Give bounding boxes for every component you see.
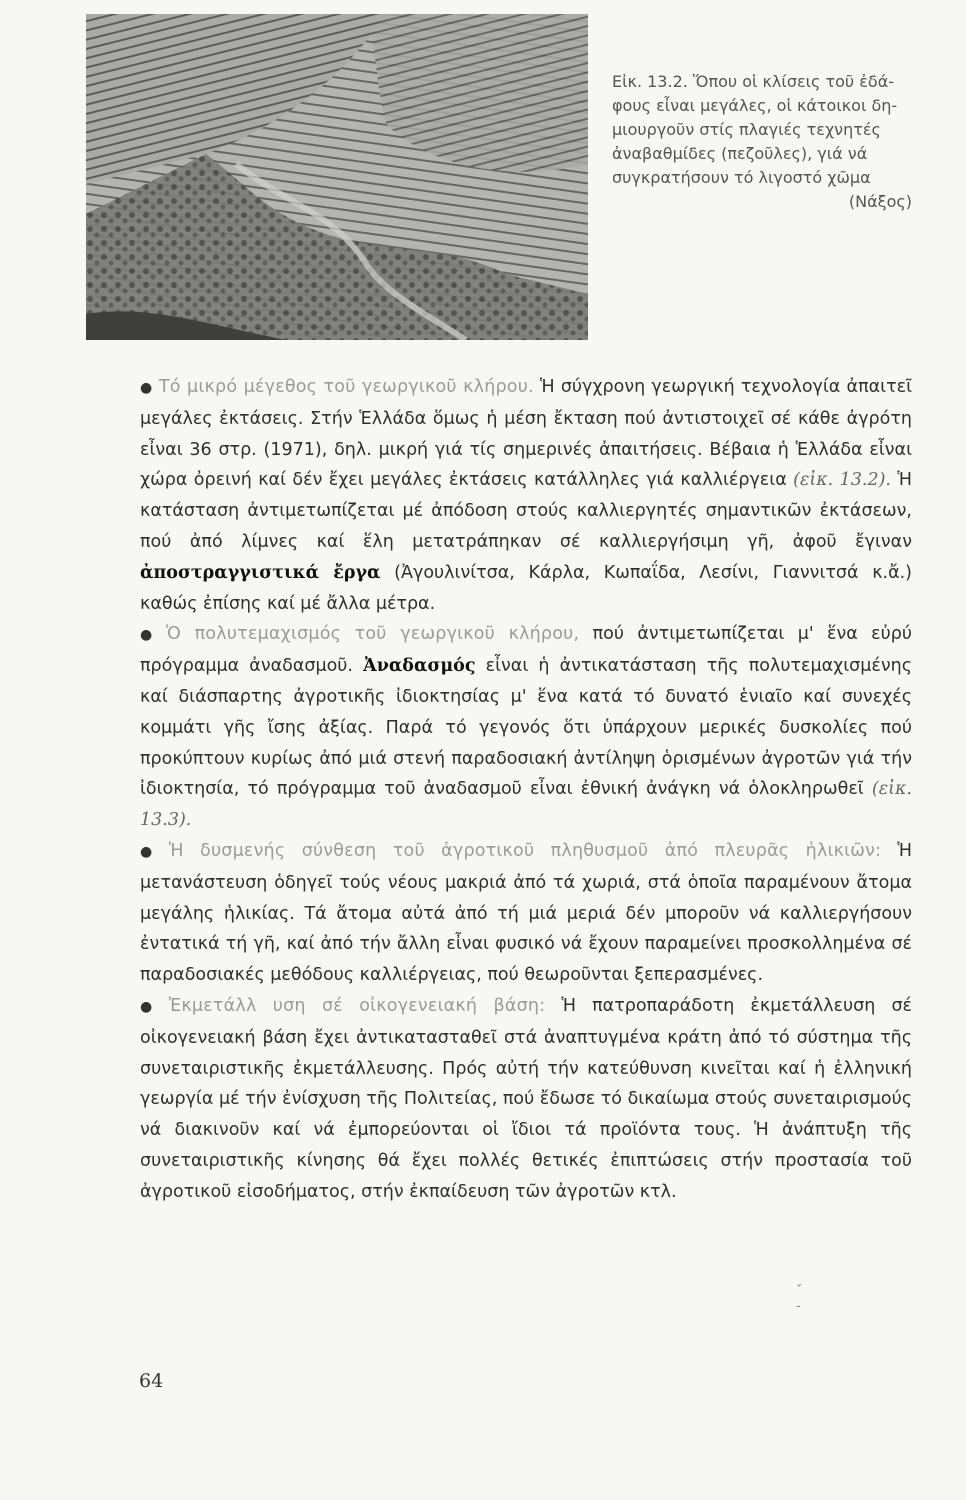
main-text	[140, 372, 912, 1208]
bold-term: ἀποστραγγιστικά ἔργα	[140, 562, 381, 583]
paragraph-fragmentation	[140, 619, 912, 836]
paragraph-heading: Ἐκμετάλλ υση σέ οἰκογενειακή βάση:	[168, 995, 546, 1016]
terraced-hillside-photo	[86, 14, 588, 340]
paragraph-age-composition	[140, 836, 912, 991]
paragraph-text: πού ἀντιμετωπίζεται μ' ἕνα εὐρύ πρόγραμμα ἀναδασμοῦ.	[140, 624, 912, 677]
bullet-icon: ●	[140, 380, 153, 396]
bullet-icon: ●	[140, 627, 161, 644]
paragraph-family-farming	[140, 991, 912, 1208]
paragraph-heading: Ὁ πολυτεμαχισμός τοῦ γεωργικοῦ κλήρου,	[166, 624, 580, 645]
paragraph-text: Ἡ πατροπαράδοτη ἐκμετάλλευση σέ οἰκογενειακή βάση ἔχει ἀντικατασταθεῖ στά ἀναπτυγμένα κράτη ἀπό τό σύστημα τῆς συνεταιριστικῆς ἐκμετάλλευσης. Πρός αὐτή τήν κατεύθυνση κινεῖται καί ἡ ἑλληνική γεωργία μέ τήν ἐνίσχυση τῆς Πολιτείας, πού ἔδωσε τό δικαίωμα στούς συνεταιρισμούς νά διακινοῦν καί νά ἐμπορεύονται οἱ ἴδιοι τά προϊόντα τους. Ἡ ἀνάπτυξη τῆς συνεταιριστικῆς κίνησης θά ἔχει πολλές θετικές ἐπιπτώσεις στήν προστασία τοῦ ἀγροτικοῦ εἰσοδήματος, στήν ἐκπαίδευση τῶν ἀγροτῶν κτλ.	[140, 995, 912, 1202]
caption-line: Εἰκ. 13.2. Ὅπου οἱ κλίσεις τοῦ ἐδά-	[612, 72, 895, 91]
page-number: 64	[139, 1370, 164, 1392]
paragraph-heading: Ἡ δυσμενής σύνθεση τοῦ ἀγροτικοῦ πληθυσμοῦ ἀπό πλευρᾶς ἡλικιῶν:	[168, 840, 882, 861]
paragraph-text: Ἡ κατάσταση ἀντιμετωπίζεται μέ ἀπόδοση στούς καλλιεργητές σημαντικῶν ἐκτάσεων, πού ἀπό λίμνες καί ἕλη μετατράπηκαν σέ καλλιεργήσιμη γῆ, ἀφοῦ ἔγιναν	[140, 470, 913, 552]
figure-reference: (εἰκ. 13.2).	[793, 470, 891, 491]
scan-mark: ˇ -	[796, 1284, 803, 1314]
bold-term: Ἀναδασμός	[363, 656, 476, 677]
paragraph-text: Ἡ σύγχρονη γεωργική τεχνολογία ἀπαιτεῖ μεγάλες ἐκτάσεις. Στήν Ἑλλάδα ὅμως ἡ μέση ἔκταση πού ἀντιστοιχεῖ σέ κάθε ἀγρότη εἶναι 36 στρ. (1971), δηλ. μικρή γιά τίς σημερινές ἀπαιτήσεις. Βέβαια ἡ Ἑλλάδα εἶναι χώρα ὀρεινή καί δέν ἔχει μεγάλες ἐκτάσεις κατάλληλες γιά καλλιέργεια	[140, 377, 912, 491]
caption-line: μιουργοῦν στίς πλαγιές τεχνητές	[612, 120, 881, 139]
caption-source: (Νάξος)	[848, 192, 912, 211]
figure-reference: (εἰκ. 13.3).	[140, 779, 912, 831]
paragraph-text: Ἡ μετανάστευση ὁδηγεῖ τούς νέους μακριά ἀπό τά χωριά, στά ὁποῖα παραμένουν ἄτομα μεγάλης ἡλικίας. Τά ἄτομα αὐτά ἀπό τή μιά μεριά δέν μποροῦν νά καλλιεργήσουν ἐντατικά τή γῆ, καί ἀπό τήν ἄλλη εἶναι φυσικό νά ἔχουν παραμείνει προσκολλημένα σέ παραδοσιακές μεθόδους καλλιέργειας, πού θεωροῦνται ξεπερασμένες.	[140, 840, 913, 986]
paragraph-heading: Τό μικρό μέγεθος τοῦ γεωργικοῦ κλήρου.	[158, 377, 534, 397]
caption-line: συγκρατήσουν τό λιγοστό χῶμα	[612, 168, 871, 187]
bullet-icon: ●	[140, 998, 163, 1015]
paragraph-small-plot-size	[140, 372, 912, 619]
paragraph-text: εἶναι ἡ ἀντικατάσταση τῆς πολυτεμαχισμένης καί διάσπαρτης ἀγροτικῆς ἰδιοκτησίας μ' ἕνα κατά τό δυνατό ἑνιαῖο καί συνεχές κομμάτι γῆς ἴσης ἀξίας. Παρά τό γεγονός ὅτι ὑπάρχουν μερικές δυσκολίες πού προκύπτουν κυρίως ἀπό μιά στενή παραδοσιακή ἀντίληψη ὁρισμένων ἀγροτῶν γιά τήν ἰδιοκτησία, τό πρόγραμμα τοῦ ἀναδασμοῦ εἶναι ἐθνική ἀνάγκη νά ὁλοκληρωθεῖ	[140, 656, 912, 800]
caption-line: φους εἶναι μεγάλες, οἱ κάτοικοι δη-	[612, 96, 898, 115]
terraces-illustration	[86, 14, 588, 340]
caption-line: ἀναβαθμίδες (πεζοῦλες), γιά νά	[612, 144, 868, 163]
figure-caption	[612, 70, 912, 214]
paragraph-text: (Ἀγουλινίτσα, Κάρλα, Κωπαΐδα, Λεσίνι, Γιαννιτσά κ.ἄ.) καθώς ἐπίσης καί μέ ἄλλα μέτρα.	[140, 562, 912, 614]
bullet-icon: ●	[140, 843, 163, 860]
